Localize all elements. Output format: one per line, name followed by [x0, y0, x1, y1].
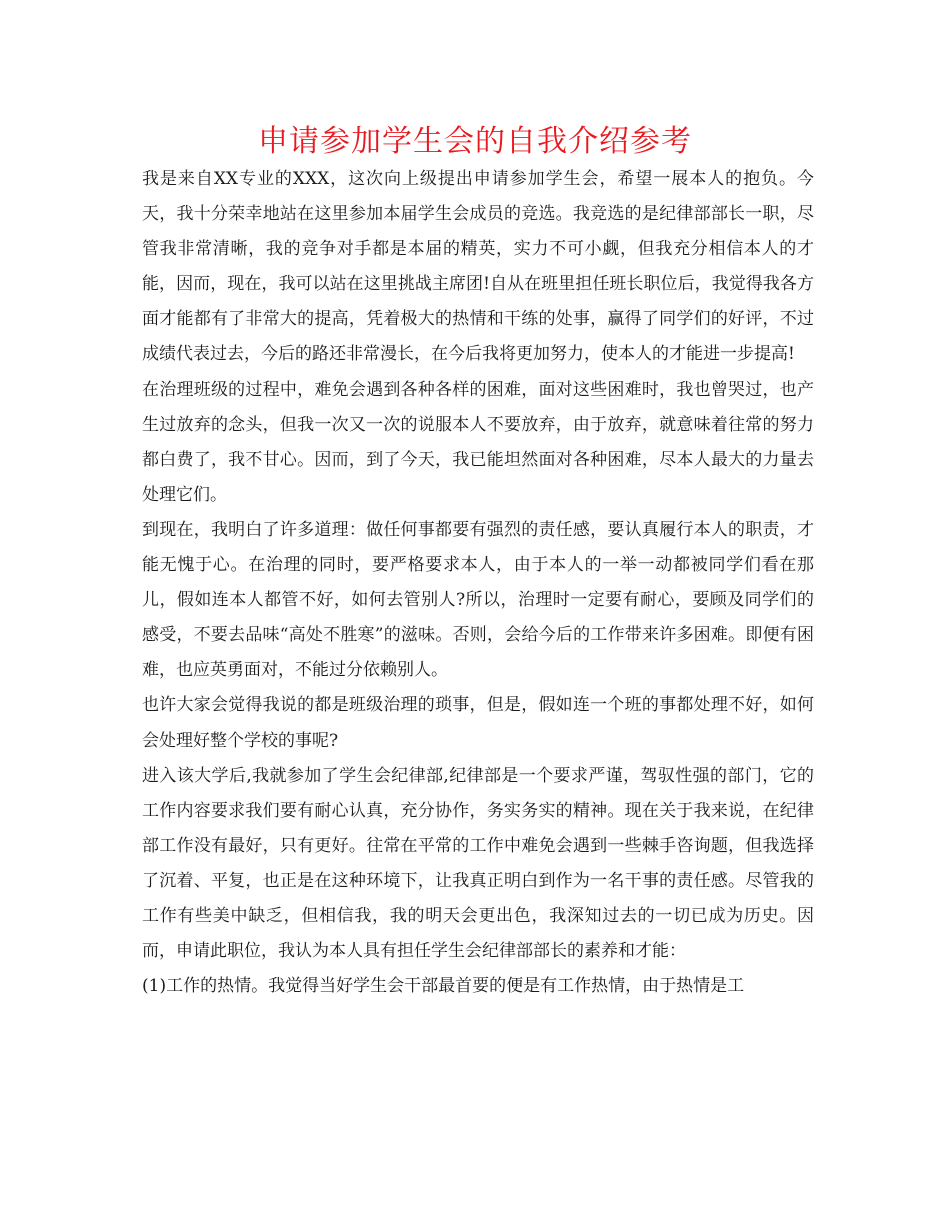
document-title: 申请参加学生会的自我介绍参考: [258, 124, 692, 159]
paragraph-1: 我是来自XX专业的XXX，这次向上级提出申请参加学生会，希望一展本人的抱负。今天，我十分荣幸地站在这里参加本届学生会成员的竞选。我竞选的是纪律部部长一职，尽管我非常清晰，我的竞争对手都是本届的精英，实力不可小觑，但我充分相信本人的才能，因而，现在，我可以站在这里挑战主席团!自从在班里担任班长职位后，我觉得我各方面才能都有了非常大的提高，凭着极大的热情和干练的处事，赢得了同学们的好评，不过成绩代表过去，今后的路还非常漫长，在今后我将更加努力，使本人的才能进一步提高!: [142, 169, 814, 365]
paragraph-4: 也许大家会觉得我说的都是班级治理的琐事，但是，假如连一个班的事都处理不好，如何会处理好整个学校的事呢?: [142, 695, 814, 751]
paragraph-5: 进入该大学后,我就参加了学生会纪律部,纪律部是一个要求严谨，驾驭性强的部门，它的工作内容要求我们要有耐心认真，充分协作，务实务实的精神。现在关于我来说，在纪律部工作没有最好，只有更好。往常在平常的工作中难免会遇到一些棘手咨询题，但我选择了沉着、平复，也正是在这种环境下，让我真正明白到作为一名干事的责任感。尽管我的工作有些美中缺乏，但相信我，我的明天会更出色，我深知过去的一切已成为历史。因而，申请此职位，我认为本人具有担任学生会纪律部部长的素养和才能：: [142, 765, 814, 962]
document-body: [142, 162, 814, 1004]
paragraph-3: 到现在，我明白了许多道理：做任何事都要有强烈的责任感，要认真履行本人的职责，才能无愧于心。在治理的同时，要严格要求本人，由于本人的一举一动都被同学们看在那儿，假如连本人都管不好，如何去管别人?所以，治理时一定要有耐心，要顾及同学们的感受，不要去品味“高处不胜寒”的滋味。否则，会给今后的工作带来许多困难。即便有困难，也应英勇面对，不能过分依赖别人。: [142, 519, 814, 681]
paragraph-6: (1)工作的热情。我觉得当好学生会干部最首要的便是有工作热情，由于热情是工: [142, 976, 745, 997]
paragraph-2: 在治理班级的过程中，难免会遇到各种各样的困难，面对这些困难时，我也曾哭过，也产生过放弃的念头，但我一次又一次的说服本人不要放弃，由于放弃，就意味着往常的努力都白费了，我不甘心。因而，到了今天，我已能坦然面对各种困难，尽本人最大的力量去处理它们。: [142, 379, 814, 505]
